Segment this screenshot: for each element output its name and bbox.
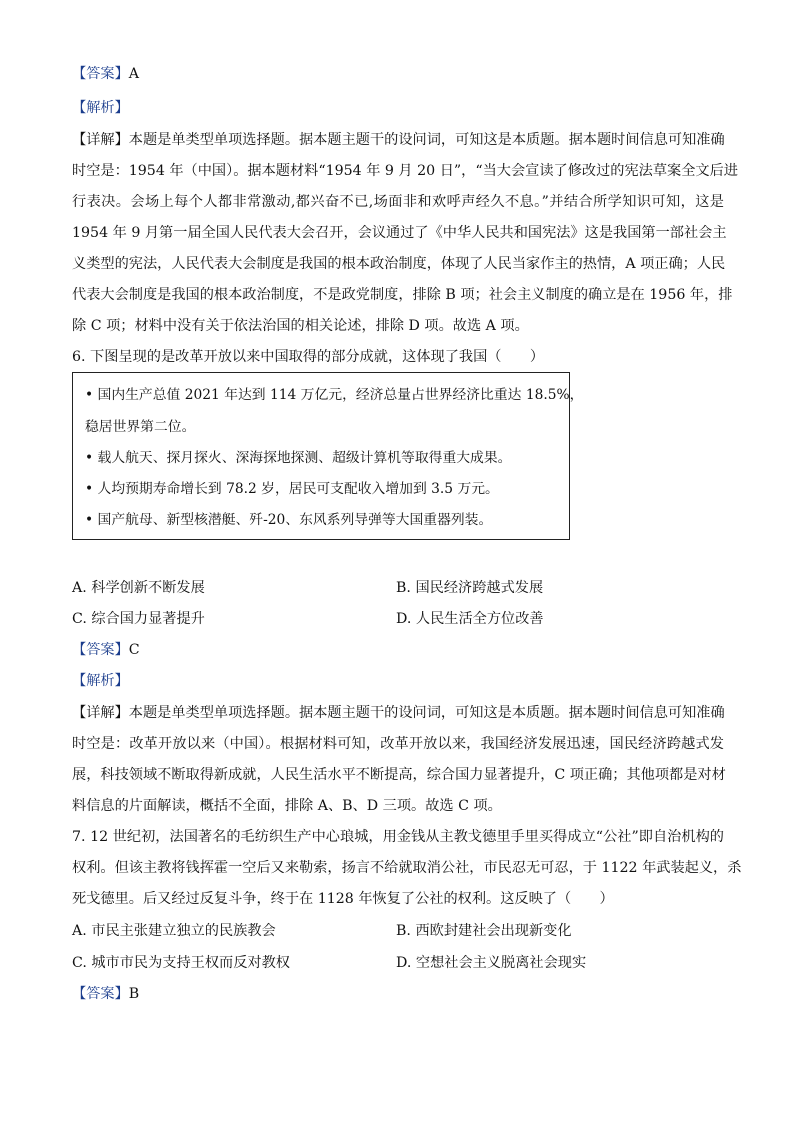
q6-option-d: D. 人民生活全方位改善	[396, 611, 544, 627]
q7-stem-line: 7. 12 世纪初，法国著名的毛纺织生产中心琅城，用金钱从主教戈德里手里买得成立“公社”即自治机构的	[72, 829, 724, 845]
q6-option-c: C. 综合国力显著提升	[72, 611, 205, 627]
material-line: • 国内生产总值 2021 年达到 114 万亿元，经济总量占世界经济比重达 18.5%，	[85, 387, 584, 403]
q5-detail-line: 义类型的宪法，人民代表大会制度是我国的根本政治制度，体现了人民当家作主的热情，A 项正确；人民	[72, 256, 726, 272]
q7-option-a: A. 市民主张建立独立的民族教会	[72, 923, 276, 939]
q5-answer	[72, 64, 139, 84]
q5-detail-line: 代表大会制度是我国的根本政治制度，不是政党制度，排除 B 项；社会主义制度的确立是在 1956 年，排	[72, 287, 733, 303]
q6-answer	[72, 640, 140, 660]
answer-value: C	[128, 642, 140, 658]
q6-detail-line: 展，科技领域不断取得新成就，人民生活水平不断提高，综合国力显著提升，C 项正确；其他项都是对材	[72, 767, 726, 783]
q5-detail-line: 行表决。会场上每个人都非常激动,都兴奋不已,场面非和欢呼声经久不息。”并结合所学知识可知，这是	[72, 194, 724, 210]
q7-option-d: D. 空想社会主义脱离社会现实	[396, 955, 587, 971]
q7-stem-line: 死戈德里。后又经过反复斗争，终于在 1128 年恢复了公社的权利。这反映了（ ）	[72, 891, 614, 907]
q5-detail-line: 时空是：1954 年（中国）。据本题材料“1954 年 9 月 20 日”，“当大会宣读了修改过的宪法草案全文后进	[72, 163, 738, 179]
answer-tag: 【答案】	[72, 986, 129, 1002]
q7-stem-line: 权利。但该主教将钱挥霍一空后又来勒索，扬言不给就取消公社，市民忍无可忍，于 1122 年武装起义，杀	[72, 860, 742, 876]
q6-stem: 6. 下图呈现的是改革开放以来中国取得的部分成就，这体现了我国（ ）	[72, 349, 545, 365]
q5-detail-line: 除 C 项；材料中没有关于依法治国的相关论述，排除 D 项。故选 A 项。	[72, 318, 529, 334]
q7-option-c: C. 城市市民为支持王权而反对教权	[72, 955, 290, 971]
answer-value: B	[128, 986, 140, 1002]
material-line: • 载人航天、探月探火、深海探地探测、超级计算机等取得重大成果。	[85, 450, 512, 466]
q6-option-b: B. 国民经济跨越式发展	[396, 580, 544, 596]
q6-material-box	[72, 372, 584, 540]
q6-detail-line: 时空是：改革开放以来（中国）。根据材料可知，改革开放以来，我国经济发展迅速，国民经济跨越式发	[72, 736, 724, 752]
q6-detail-line: 料信息的片面解读，概括不全面，排除 A、B、D 三项。故选 C 项。	[72, 798, 502, 814]
material-line: 稳居世界第二位。	[85, 419, 196, 435]
answer-tag: 【答案】	[72, 66, 129, 82]
q6-detail-line: 【详解】本题是单类型单项选择题。据本题主题干的设问词，可知这是本质题。据本题时间信息可知准确	[72, 705, 725, 721]
q6-option-a: A. 科学创新不断发展	[72, 580, 205, 596]
material-line: • 国产航母、新型核潜艇、歼-20、东风系列导弹等大国重器列装。	[85, 512, 493, 528]
q7-answer	[72, 984, 139, 1004]
q7-option-b: B. 西欧封建社会出现新变化	[396, 923, 572, 939]
answer-value: A	[128, 66, 140, 82]
q5-detail-line: 1954 年 9 月第一届全国人民代表大会召开，会议通过了《中华人民共和国宪法》这是我国第一部社会主	[72, 225, 727, 241]
answer-tag: 【答案】	[72, 642, 129, 658]
q5-detail-line: 【详解】本题是单类型单项选择题。据本题主题干的设问词，可知这是本质题。据本题时间信息可知准确	[72, 132, 725, 148]
material-line: • 人均预期寿命增长到 78.2 岁，居民可支配收入增加到 3.5 万元。	[85, 481, 499, 497]
q5-analysis-label: 【解析】	[72, 100, 129, 116]
q6-analysis-label: 【解析】	[72, 673, 129, 689]
